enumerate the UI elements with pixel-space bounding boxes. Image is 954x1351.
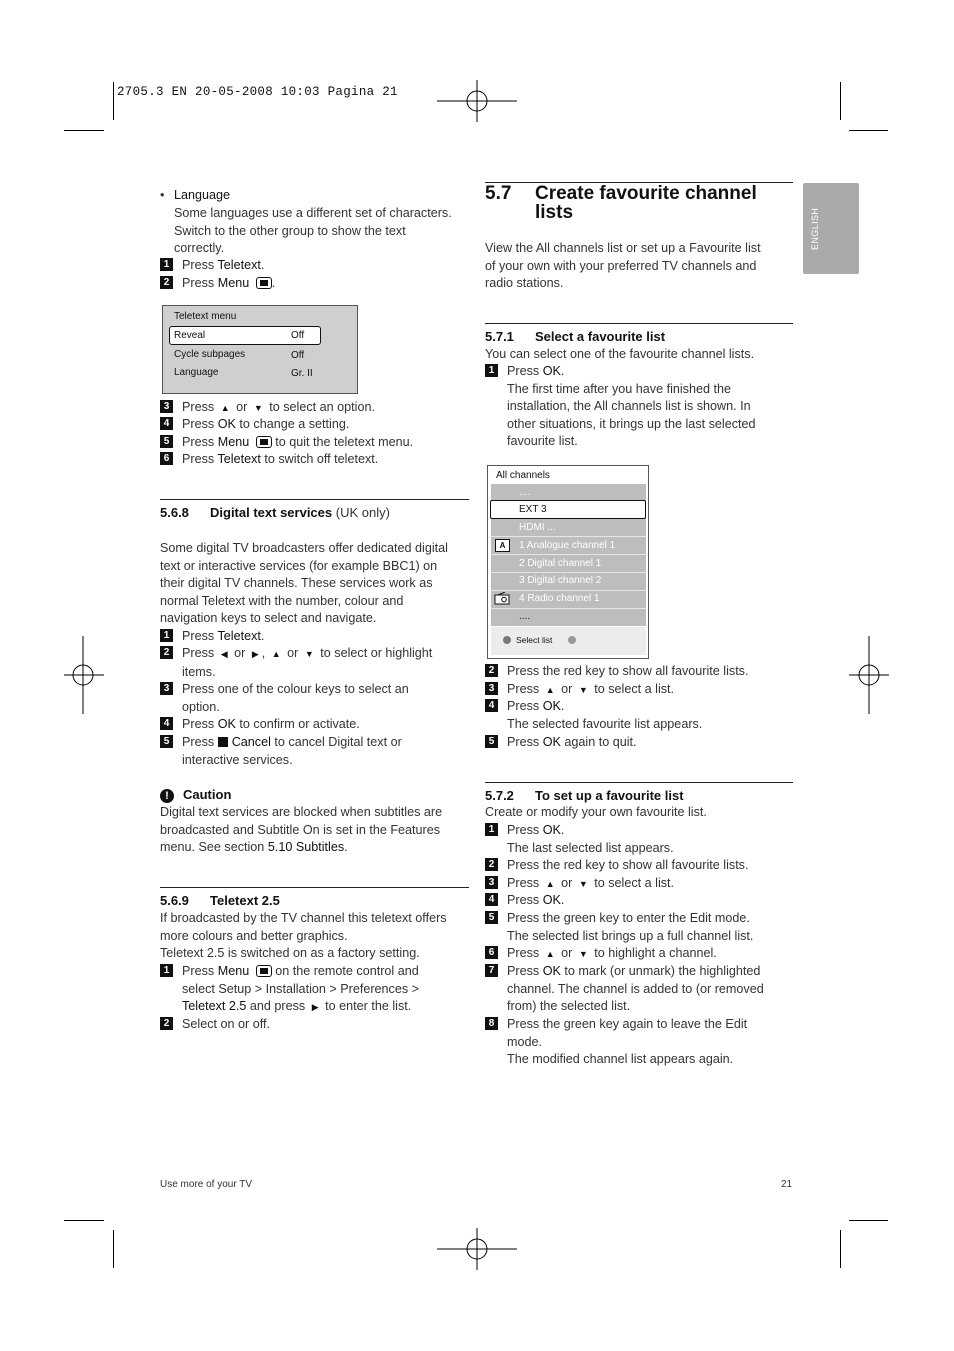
setup-step-5: 5 Press the green key to enter the Edit mode. The selected list brings up a full channel list.	[485, 910, 753, 945]
teletext-menu-row-value: Off	[291, 330, 305, 341]
setup-step-7: 7 Press OK to mark (or unmark) the highlighted channel. The channel is added to (or removed from) the selected list.	[485, 963, 764, 1016]
fav-step-4: 4 Press OK. The selected favourite list appears.	[485, 698, 702, 733]
section-5-7-1-intro: You can select one of the favourite channel lists.	[485, 347, 755, 361]
left-arrow-icon: ◀	[220, 649, 228, 659]
teletext25-step-2: 2 Select on or off.	[160, 1016, 270, 1034]
step-1-press-teletext: 1 Press Teletext.	[160, 257, 264, 275]
teletext-menu-row-value: Off	[291, 350, 305, 361]
teletext25-step-1: 1 Press Menu on the remote control and select Setup > Installation > Preferences > Teletext 2.5 and press ▶ to enter the list.	[160, 963, 419, 1017]
all-channels-title: All channels	[496, 470, 550, 481]
dts-step-3: 3 Press one of the colour keys to select an option.	[160, 681, 409, 716]
channel-row[interactable]: HDMI ...	[519, 522, 556, 533]
menu-key-icon	[256, 965, 272, 977]
channel-row[interactable]: ....	[519, 611, 531, 622]
registration-mark-bottom	[437, 1228, 517, 1270]
caution-text: Digital text services are blocked when subtitles are broadcasted and Subtitle On is set in the Features menu. See section 5.10 Subtitles.	[160, 805, 443, 855]
channel-row-highlight[interactable]	[490, 500, 646, 519]
select-list-label: Select list	[516, 635, 553, 645]
green-key-icon	[568, 636, 576, 644]
registration-mark-top	[437, 80, 517, 122]
registration-mark-left	[64, 636, 104, 714]
teletext-menu-row-label: Cycle subpages	[174, 349, 246, 360]
setup-step-3: 3 Press ▲ or ▼ to select a list.	[485, 875, 674, 894]
right-arrow-icon: ▶	[251, 649, 259, 659]
fav-step-3: 3 Press ▲ or ▼ to select a list.	[485, 681, 674, 700]
up-arrow-icon: ▲	[545, 685, 555, 695]
side-tab-text: ENGLISH	[810, 207, 820, 250]
section-5-6-8-heading: 5.6.8 Digital text services (UK only)	[160, 505, 390, 520]
menu-key-icon	[256, 277, 272, 289]
teletext-menu-row-value: Gr. II	[291, 368, 313, 379]
section-5-7-1-heading: 5.7.1 Select a favourite list	[485, 329, 666, 344]
section-5-7-2-heading: 5.7.2 To set up a favourite list	[485, 788, 684, 803]
down-arrow-icon: ▼	[578, 685, 588, 695]
dts-step-4: 4 Press OK to confirm or activate.	[160, 716, 360, 734]
channel-row[interactable]: 2 Digital channel 1	[519, 558, 602, 569]
fav-step-2: 2 Press the red key to show all favourite lists.	[485, 663, 748, 681]
section-5-7-heading: 5.7 Create favourite channel lists	[485, 183, 757, 223]
step-6-switch-off: 6 Press Teletext to switch off teletext.	[160, 451, 378, 469]
teletext-menu-title: Teletext menu	[174, 311, 237, 322]
red-key-icon	[503, 636, 511, 644]
dts-step-2: 2 Press ◀ or ▶ , ▲ or ▼ to select or highlight items.	[160, 645, 432, 681]
dts-step-5: 5 Press Cancel to cancel Digital text or interactive services.	[160, 734, 402, 769]
setup-step-4: 4 Press OK.	[485, 892, 564, 910]
up-arrow-icon: ▲	[545, 949, 555, 959]
caution-title: Caution	[183, 787, 232, 802]
channel-row[interactable]: EXT 3	[519, 504, 547, 515]
step-5-quit-menu: 5 Press Menu to quit the teletext menu.	[160, 434, 413, 452]
teletext-menu-screen	[162, 305, 358, 394]
channel-row[interactable]: 1 Analogue channel 1	[519, 540, 616, 551]
section-5-6-9-paragraph: If broadcasted by the TV channel this teletext offers more colours and better graphics. Teletext 2.5 is switched on as a factory setting.	[160, 911, 447, 961]
step-2-press-menu: 2 Press Menu .	[160, 275, 275, 293]
down-arrow-icon: ▼	[253, 403, 263, 413]
fav-step-1: 1 Press OK. The first time after you have finished the installation, the All channels list is shown. In other situations, it brings up the last selected favourite list.	[485, 363, 756, 451]
teletext-menu-row-label: Language	[174, 367, 219, 378]
up-arrow-icon: ▲	[545, 879, 555, 889]
down-arrow-icon: ▼	[578, 879, 588, 889]
channel-row[interactable]: 4 Radio channel 1	[519, 593, 600, 604]
step-3-select-option: 3 Press ▲ or ▼ to select an option.	[160, 399, 375, 418]
down-arrow-icon: ▼	[578, 949, 588, 959]
fav-step-5: 5 Press OK again to quit.	[485, 734, 637, 752]
radio-icon	[494, 592, 510, 605]
registration-mark-right	[849, 636, 889, 714]
section-5-6-8-paragraph: Some digital TV broadcasters offer dedicated digital text or interactive services (for example BBC1) on their digital TV channels. These services work as normal Teletext with the number, colour and navigation keys to select and navigate.	[160, 541, 448, 626]
section-5-6-9-heading: 5.6.9 Teletext 2.5	[160, 893, 280, 908]
analogue-icon: A	[495, 539, 510, 552]
setup-step-6: 6 Press ▲ or ▼ to highlight a channel.	[485, 945, 717, 964]
channel-row[interactable]: 3 Digital channel 2	[519, 575, 602, 586]
setup-step-2: 2 Press the red key to show all favourite lists.	[485, 857, 748, 875]
setup-step-8: 8 Press the green key again to leave the Edit mode. The modified channel list appears again.	[485, 1016, 747, 1069]
setup-step-1: 1 Press OK. The last selected list appears.	[485, 822, 674, 857]
print-slug: 2705.3 EN 20-05-2008 10:03 Pagina 21	[117, 85, 398, 99]
up-arrow-icon: ▲	[271, 649, 281, 659]
language-desc: Some languages use a different set of characters. Switch to the other group to show the text correctly.	[174, 206, 452, 256]
menu-key-icon	[256, 436, 272, 448]
footer-left: Use more of your TV	[160, 1179, 253, 1190]
caution-icon: !	[160, 789, 174, 803]
channel-row[interactable]: ....	[519, 487, 531, 498]
section-rule	[485, 782, 793, 783]
up-arrow-icon: ▲	[220, 403, 230, 413]
section-rule	[160, 887, 469, 888]
dts-step-1: 1 Press Teletext.	[160, 628, 264, 646]
right-arrow-icon: ▶	[311, 1002, 319, 1013]
section-rule	[160, 499, 469, 500]
section-rule	[485, 323, 793, 324]
teletext-menu-row-label: Reveal	[174, 330, 206, 341]
section-5-7-paragraph: View the All channels list or set up a Favourite list of your own with your preferred TV channels and radio stations.	[485, 241, 761, 291]
page-number: 21	[781, 1179, 793, 1190]
language-title: Language	[174, 188, 231, 202]
section-5-7-2-intro: Create or modify your own favourite list.	[485, 805, 707, 819]
stop-key-icon	[218, 737, 228, 747]
step-4-change-setting: 4 Press OK to change a setting.	[160, 416, 349, 434]
down-arrow-icon: ▼	[304, 649, 314, 659]
all-channels-screen	[487, 465, 649, 659]
language-bullet: •	[160, 188, 165, 202]
